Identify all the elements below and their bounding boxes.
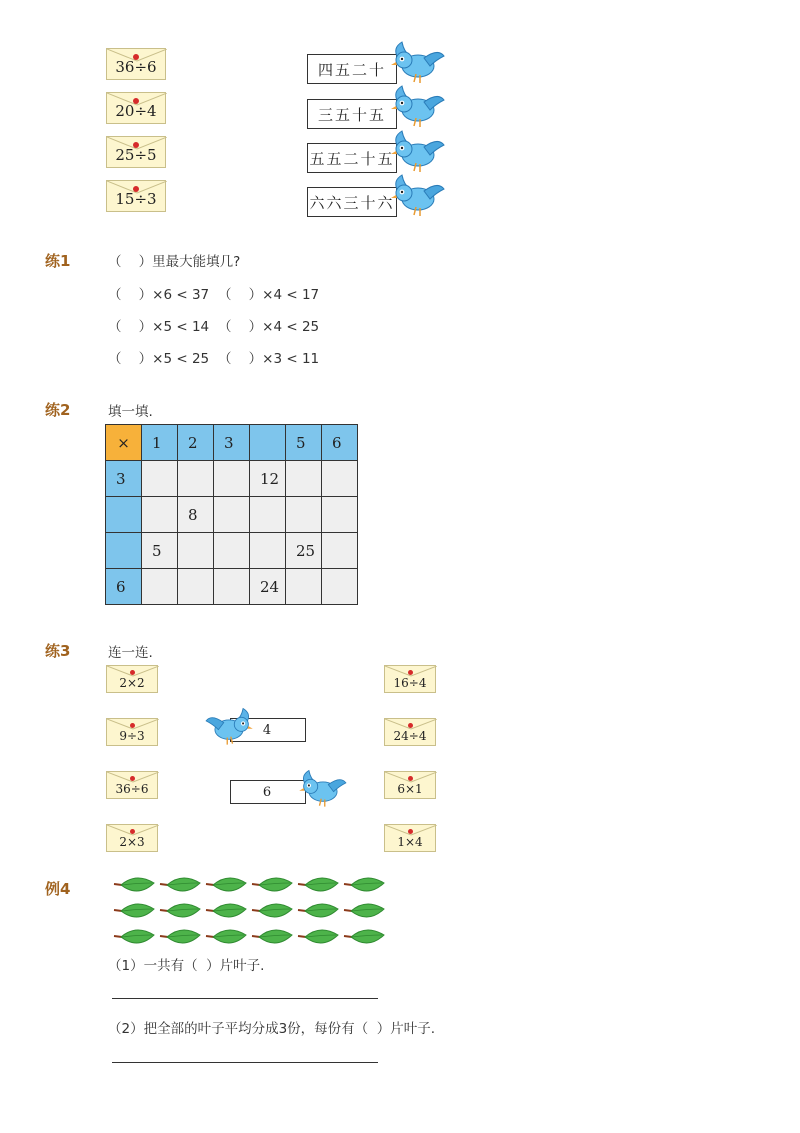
rhyme-text: 四五二十	[317, 60, 386, 79]
table-cell: 25	[286, 533, 322, 569]
table-cell[interactable]	[142, 569, 178, 605]
exercise-label: 练3	[45, 642, 71, 660]
match-envelope-left[interactable]	[106, 824, 158, 852]
header-cell[interactable]	[250, 425, 286, 461]
header-cell: 5	[286, 425, 322, 461]
rhyme-text: 六六三十六	[309, 193, 395, 212]
table-row	[106, 533, 358, 569]
table-cell[interactable]	[142, 461, 178, 497]
table-row	[106, 569, 358, 605]
envelope-card[interactable]	[106, 92, 166, 124]
bird-icon	[390, 82, 446, 132]
leaf-icon	[160, 930, 200, 943]
envelope-card[interactable]	[106, 136, 166, 168]
table-cell[interactable]	[178, 569, 214, 605]
multiplication-rhyme-box[interactable]	[307, 143, 397, 173]
match-target-box[interactable]	[230, 780, 306, 804]
row-head-cell: 6	[106, 569, 142, 605]
table-cell[interactable]	[286, 461, 322, 497]
leaf-icon	[252, 878, 292, 891]
table-cell[interactable]	[250, 497, 286, 533]
multiplication-rhyme-box[interactable]	[307, 99, 397, 129]
table-cell[interactable]	[178, 461, 214, 497]
table-cell[interactable]	[214, 569, 250, 605]
leaf-icon	[298, 878, 338, 891]
seal-icon	[130, 829, 135, 834]
table-cell[interactable]	[286, 569, 322, 605]
rhyme-text: 三五十五	[317, 105, 386, 124]
envelope-expression: 36÷6	[115, 782, 149, 796]
header-cell: 2	[178, 425, 214, 461]
table-cell[interactable]	[178, 533, 214, 569]
leaf-icon	[252, 904, 292, 917]
envelope-expression: 16÷4	[393, 676, 427, 690]
bird-icon	[390, 171, 446, 221]
seal-icon	[408, 829, 413, 834]
table-cell[interactable]	[322, 461, 358, 497]
leaf-icon	[344, 904, 384, 917]
question-2: （2）把全部的叶子平均分成3份，每份有（ ）片叶子.	[108, 1021, 436, 1037]
seal-icon	[408, 723, 413, 728]
table-row	[106, 461, 358, 497]
envelope-expression: 24÷4	[393, 729, 427, 743]
table-cell[interactable]	[250, 533, 286, 569]
row-head-cell[interactable]	[106, 497, 142, 533]
bird-icon	[298, 767, 348, 811]
table-cell[interactable]	[214, 533, 250, 569]
exercise-prompt: 填一填.	[108, 404, 153, 420]
leaf-icon	[298, 904, 338, 917]
leaf-icon	[206, 930, 246, 943]
leaf-icon	[160, 878, 200, 891]
question-1: （1）一共有（ ）片叶子.	[108, 958, 265, 974]
seal-icon	[130, 776, 135, 781]
inequality-item[interactable]: （ ）×4 < 17	[218, 287, 320, 303]
multiplication-table	[105, 424, 358, 605]
match-envelope-left[interactable]	[106, 665, 158, 693]
leaf-icon	[114, 904, 154, 917]
envelope-card[interactable]	[106, 48, 166, 80]
leaf-icon	[298, 930, 338, 943]
seal-icon	[408, 776, 413, 781]
envelope-card[interactable]	[106, 180, 166, 212]
leaf-icon	[206, 904, 246, 917]
match-target-value: 4	[262, 722, 274, 738]
envelope-expression: 15÷3	[115, 190, 157, 208]
leaf-grid	[110, 870, 410, 948]
row-head-cell: 3	[106, 461, 142, 497]
table-header-row	[106, 425, 358, 461]
multiplication-rhyme-box[interactable]	[307, 187, 397, 217]
answer-line[interactable]	[112, 1062, 378, 1063]
seal-icon	[130, 670, 135, 675]
exercise-prompt: 连一连.	[108, 645, 153, 661]
leaf-icon	[344, 930, 384, 943]
match-envelope-right[interactable]	[384, 665, 436, 693]
bird-icon	[204, 705, 254, 749]
rhyme-text: 五五二十五	[309, 149, 395, 168]
inequality-item[interactable]: （ ）×4 < 25	[218, 319, 320, 335]
row-head-cell[interactable]	[106, 533, 142, 569]
inequality-item[interactable]: （ ）×6 < 37	[108, 287, 210, 303]
envelope-expression: 2×3	[119, 835, 145, 849]
table-cell: 24	[250, 569, 286, 605]
bird-icon	[390, 38, 446, 88]
envelope-expression: 25÷5	[115, 146, 157, 164]
exercise-label: 练1	[45, 252, 71, 270]
match-envelope-right[interactable]	[384, 824, 436, 852]
table-cell[interactable]	[214, 497, 250, 533]
seal-icon	[408, 670, 413, 675]
table-cell[interactable]	[322, 497, 358, 533]
corner-cell: ×	[106, 425, 142, 461]
table-cell: 8	[178, 497, 214, 533]
table-cell[interactable]	[214, 461, 250, 497]
match-envelope-right[interactable]	[384, 718, 436, 746]
table-cell[interactable]	[142, 497, 178, 533]
table-cell: 5	[142, 533, 178, 569]
envelope-expression: 36÷6	[115, 58, 157, 76]
match-envelope-left[interactable]	[106, 771, 158, 799]
envelope-expression: 9÷3	[119, 729, 145, 743]
table-cell[interactable]	[322, 569, 358, 605]
leaf-icon	[114, 878, 154, 891]
inequality-item[interactable]: （ ）×5 < 14	[108, 319, 210, 335]
leaf-icon	[114, 930, 154, 943]
answer-line[interactable]	[112, 998, 378, 999]
seal-icon	[130, 723, 135, 728]
exercise-label: 练2	[45, 401, 71, 419]
envelope-expression: 20÷4	[115, 102, 157, 120]
leaf-icon	[252, 930, 292, 943]
table-cell: 12	[250, 461, 286, 497]
exercise-label: 例4	[45, 880, 71, 898]
table-cell[interactable]	[322, 533, 358, 569]
bird-icon	[390, 127, 446, 177]
envelope-expression: 2×2	[119, 676, 145, 690]
match-envelope-right[interactable]	[384, 771, 436, 799]
inequality-item[interactable]: （ ）×5 < 25	[108, 351, 210, 367]
leaf-icon	[344, 878, 384, 891]
header-cell: 3	[214, 425, 250, 461]
match-target-value: 6	[262, 784, 274, 800]
leaf-icon	[160, 904, 200, 917]
inequality-item[interactable]: （ ）×3 < 11	[218, 351, 320, 367]
multiplication-rhyme-box[interactable]	[307, 54, 397, 84]
table-row	[106, 497, 358, 533]
header-cell: 1	[142, 425, 178, 461]
table-cell[interactable]	[286, 497, 322, 533]
leaf-icon	[206, 878, 246, 891]
envelope-expression: 1×4	[397, 835, 423, 849]
envelope-expression: 6×1	[397, 782, 423, 796]
exercise-prompt: （ ）里最大能填几?	[108, 254, 241, 270]
header-cell: 6	[322, 425, 358, 461]
match-envelope-left[interactable]	[106, 718, 158, 746]
